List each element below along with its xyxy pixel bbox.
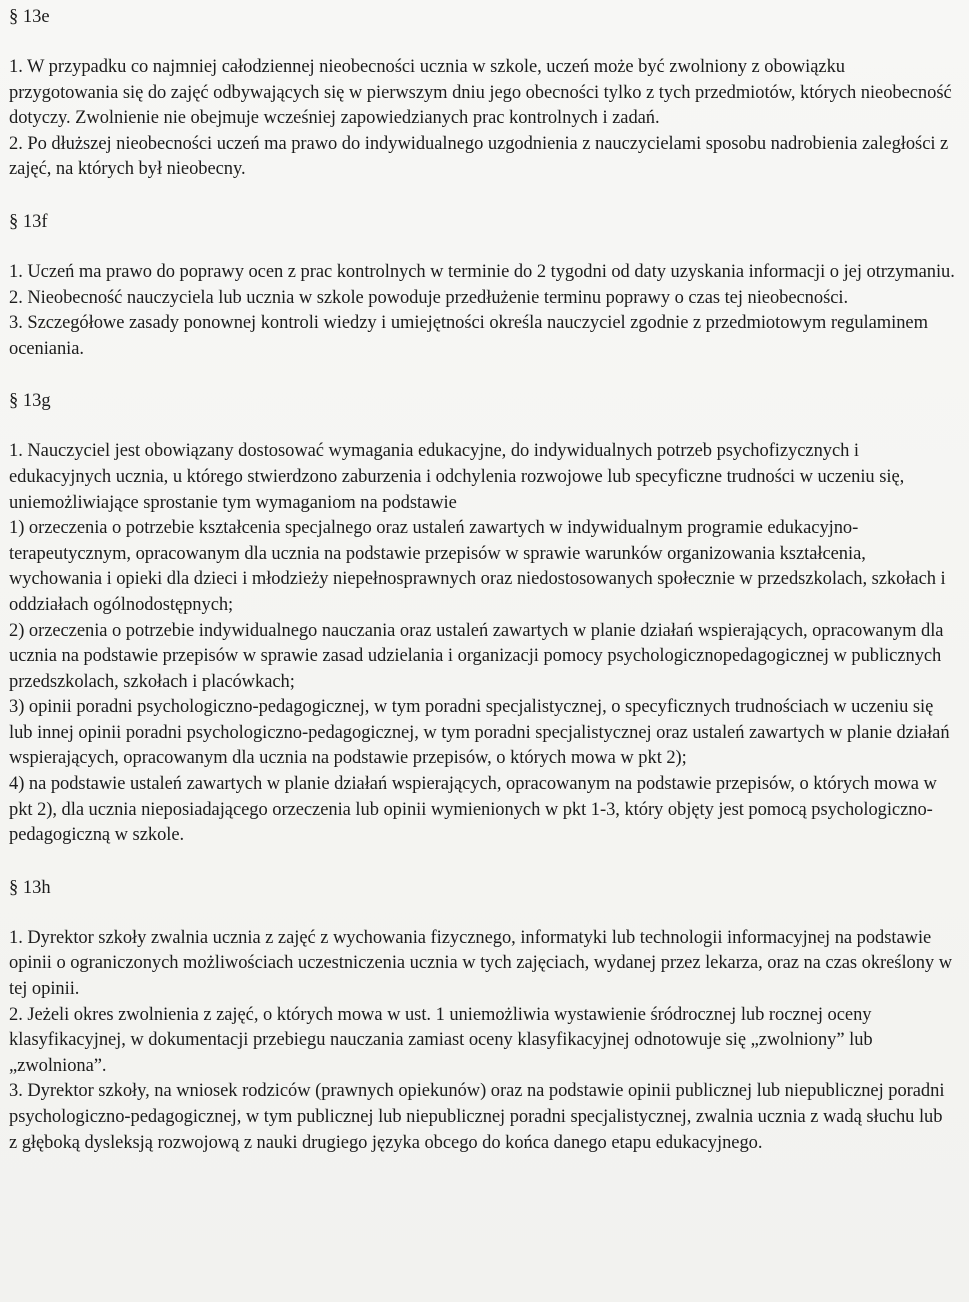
section-heading: § 13e: [9, 7, 50, 27]
section-13e: [9, 4, 955, 183]
paragraph: 2. Jeżeli okres zwolnienia z zajęć, o których mowa w ust. 1 uniemożliwia wystawienie śródrocznej lub rocznej oceny klasyfikacyjnej, w dokumentacji przebiegu nauczania zamiast oceny klasyfikacyjnej odnotowuje się „zwolniony” lub „zwolniona”.: [9, 1004, 873, 1076]
paragraph: 2) orzeczenia o potrzebie indywidualnego nauczania oraz ustaleń zawartych w planie działań wspierających, opracowanym dla ucznia na podstawie przepisów w sprawie zasad udzielania i organizacji pomocy psychologicznopedagogicznej w publicznych przedszkolach, szkołach i placówkach;: [9, 620, 944, 692]
paragraph: 2. Po dłuższej nieobecności uczeń ma prawo do indywidualnego uzgodnienia z nauczycielami sposobu nadrobienia zaległości z zajęć, na których był nieobecny.: [9, 133, 949, 180]
paragraph: 1. Nauczyciel jest obowiązany dostosować wymagania edukacyjne, do indywidualnych potrzeb psychofizycznych i edukacyjnych ucznia, u którego stwierdzono zaburzenia i odchylenia rozwojowe lub specyficzne trudności w uczeniu się, uniemożliwiające sprostanie tym wymaganiom na podstawie: [9, 441, 905, 513]
section-13h: [9, 875, 955, 1156]
section-heading: § 13h: [9, 877, 51, 898]
paragraph: 1. W przypadku co najmniej całodziennej nieobecności ucznia w szkole, uczeń może być zwolniony z obowiązku przygotowania się do zajęć odbywających się w pierwszym dniu jego obecności tylko z tych przedmiotów, których nieobecność dotyczy. Zwolnienie nie obejmuje wcześniej zapowiedzianych prac kontrolnych i zadań.: [9, 57, 952, 129]
paragraph: 3. Dyrektor szkoły, na wniosek rodziców (prawnych opiekunów) oraz na podstawie opinii publicznej lub niepublicznej poradni psychologiczno-pedagogicznej, w tym publicznej lub niepublicznej poradni specjalistycznej, zwalnia ucznia z wadą słuchu lub z głęboką dysleksją rozwojową z nauki drugiego języka obcego do końca danego etapu edukacyjnego.: [9, 1081, 945, 1153]
paragraph: 3) opinii poradni psychologiczno-pedagogicznej, w tym poradni specjalistycznej, o specyficznych trudnościach w uczeniu się lub innej opinii poradni psychologiczno-pedagogicznej, w tym poradni specjalistycznej oraz ustaleń zawartych w planie działań wspierających, opracowanym dla ucznia na podstawie przepisów, o których mowa w pkt 2);: [9, 697, 950, 769]
section-spacer: [9, 849, 955, 875]
paragraph: 1. Uczeń ma prawo do poprawy ocen z prac kontrolnych w terminie do 2 tygodni od daty uzyskania informacji o jej otrzymaniu.: [9, 261, 955, 282]
section-spacer: [9, 183, 955, 209]
section-13f: [9, 209, 955, 362]
section-heading: § 13g: [9, 391, 51, 412]
paragraph: 1. Dyrektor szkoły zwalnia ucznia z zajęć z wychowania fizycznego, informatyki lub technologii informacyjnej na podstawie opinii o ograniczonych możliwościach uczestniczenia ucznia w tych zajęciach, wydanej przez lekarza, oraz na czas określony w tej opinii.: [9, 927, 953, 1000]
paragraph: 4) na podstawie ustaleń zawartych w planie działań wspierających, opracowanym na podstawie przepisów, o których mowa w pkt 2), dla ucznia nieposiadającego orzeczenia lub opinii wymienionych w pkt 1-3, który objęty jest pomocą psychologiczno-pedagogiczną w szkole.: [9, 774, 937, 846]
paragraph: 3. Szczegółowe zasady ponownej kontroli wiedzy i umiejętności określa nauczyciel zgodnie z przedmiotowym regulaminem oceniania.: [9, 313, 928, 359]
section-13g: [9, 388, 955, 849]
paragraph: 1) orzeczenia o potrzebie kształcenia specjalnego oraz ustaleń zawartych w indywidualnym programie edukacyjno-terapeutycznym, opracowanym dla ucznia na podstawie przepisów w sprawie warunków organizowania kształcenia, wychowania i opieki dla dzieci i młodzieży niepełnosprawnych oraz niedostosowanych społecznie w przedszkolach, szkołach i oddziałach ogólnodostępnych;: [9, 518, 946, 615]
section-spacer: [9, 362, 955, 388]
paragraph: 2. Nieobecność nauczyciela lub ucznia w szkole powoduje przedłużenie terminu poprawy o czas tej nieobecności.: [9, 287, 849, 308]
section-heading: § 13f: [9, 211, 48, 232]
